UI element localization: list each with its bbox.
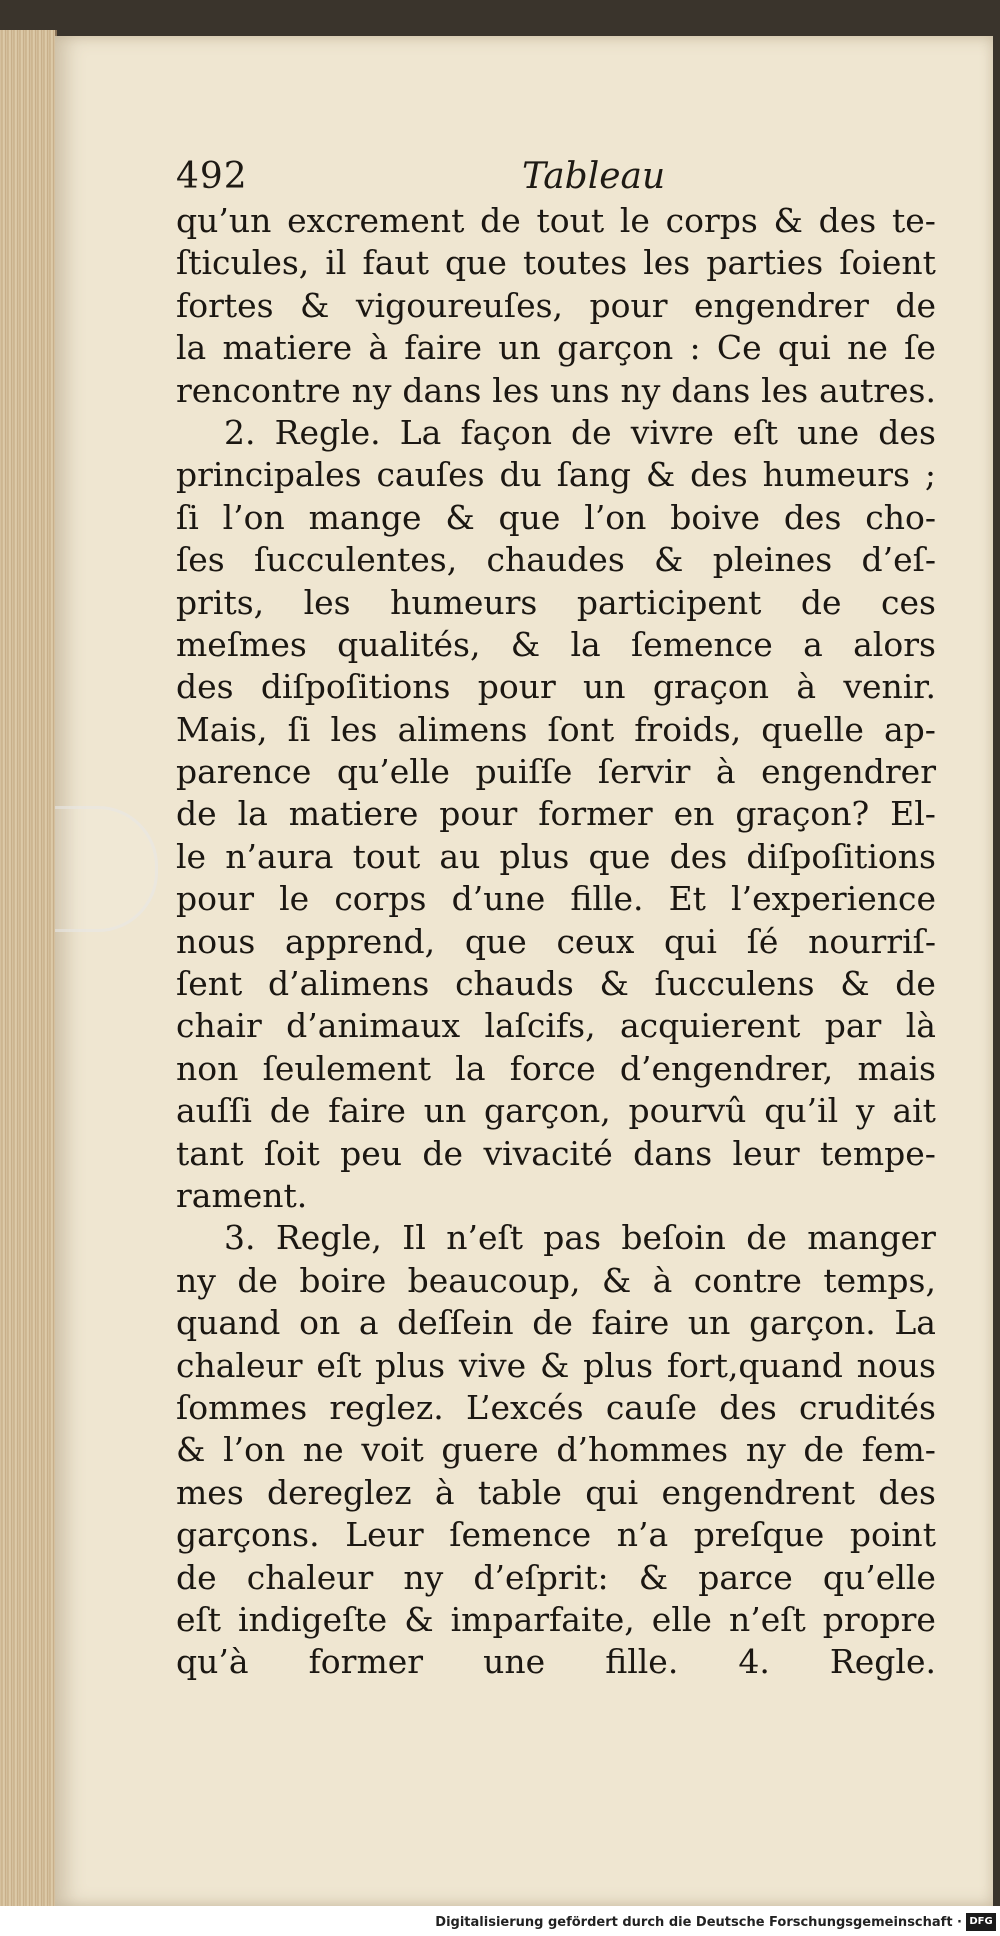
footer-credit: Digitalisierung gefördert durch die Deutsche Forschungsgemeinschaft · xyxy=(435,1915,962,1930)
text-line: prits, les humeurs participent de ces xyxy=(176,582,936,622)
text-line: ny de boire beaucoup, & à contre temps, xyxy=(176,1260,936,1300)
text-line: non ſeulement la force d’engendrer, mais xyxy=(176,1048,936,1088)
text-line: nous apprend, que ceux qui ſé nourriſ- xyxy=(176,921,936,961)
text-line: 2. Regle. La façon de vivre eſt une des xyxy=(224,412,936,452)
digitization-footer xyxy=(0,1906,1000,1936)
dfg-logo: DFG xyxy=(966,1913,996,1931)
text-line: la matiere à faire un garçon : Ce qui ne ſe xyxy=(176,328,936,368)
text-line: eſt indigeſte & imparfaite, elle n’eſt propre xyxy=(176,1599,936,1639)
book-page-edges xyxy=(0,30,57,1910)
text-line: ſticules, il faut que toutes les parties ſoient xyxy=(176,243,936,283)
text-line: 3. Regle, Il n’eſt pas beſoin de manger xyxy=(224,1218,936,1258)
text-line: qu’à former une fille. 4. Regle. xyxy=(176,1642,936,1682)
text-line: mes dereglez à table qui engendrent des xyxy=(176,1472,936,1512)
text-line: qu’un excrement de tout le corps & des te- xyxy=(176,201,936,240)
text-line: des diſpoſitions pour un graçon à venir. xyxy=(176,667,936,707)
page-text xyxy=(176,200,936,1684)
text-line: rencontre ny dans les uns ny dans les autres. xyxy=(176,370,936,410)
text-line: tant ſoit peu de vivacité dans leur tempe- xyxy=(176,1133,936,1173)
text-line: de chaleur ny d’eſprit: & parce qu’elle xyxy=(176,1557,936,1597)
text-line: pour le corps d’une fille. Et l’experience xyxy=(176,879,936,919)
text-line: quand on a deſſein de faire un garçon. La xyxy=(176,1303,936,1343)
text-line: Mais, ſi les alimens ſont froids, quelle ap- xyxy=(176,709,936,749)
text-line: ſent d’alimens chauds & ſucculens & de xyxy=(176,964,936,1004)
text-line: garçons. Leur ſemence n’a preſque point xyxy=(176,1515,936,1555)
text-line: ſommes reglez. L’excés cauſe des crudités xyxy=(176,1387,936,1427)
text-line: principales cauſes du ſang & des humeurs ; xyxy=(176,455,936,495)
page-clip xyxy=(55,806,158,932)
text-line: de la matiere pour former en graçon? El- xyxy=(176,794,936,834)
text-line: chair d’animaux laſcifs, acquierent par là xyxy=(176,1006,936,1046)
text-line: ſes ſucculentes, chaudes & pleines d’eſ- xyxy=(176,540,936,580)
text-line: ſi l’on mange & que l’on boive des cho- xyxy=(176,497,936,537)
text-line: parence qu’elle puiſſe ſervir à engendrer xyxy=(176,752,936,792)
running-title: Tableau xyxy=(522,156,666,197)
text-line: rament. xyxy=(176,1175,308,1215)
text-line: le n’aura tout au plus que des diſpoſitions xyxy=(176,836,936,876)
text-line: & l’on ne voit guere d’hommes ny de fem- xyxy=(176,1430,936,1470)
text-line: meſmes qualités, & la ſemence a alors xyxy=(176,624,936,664)
text-line: chaleur eſt plus vive & plus fort,quand nous xyxy=(176,1345,936,1385)
text-line: fortes & vigoureuſes, pour engendrer de xyxy=(176,285,936,325)
text-line: auſſi de faire un garçon, pourvû qu’il y ait xyxy=(176,1091,936,1131)
page-number: 492 xyxy=(176,156,248,197)
